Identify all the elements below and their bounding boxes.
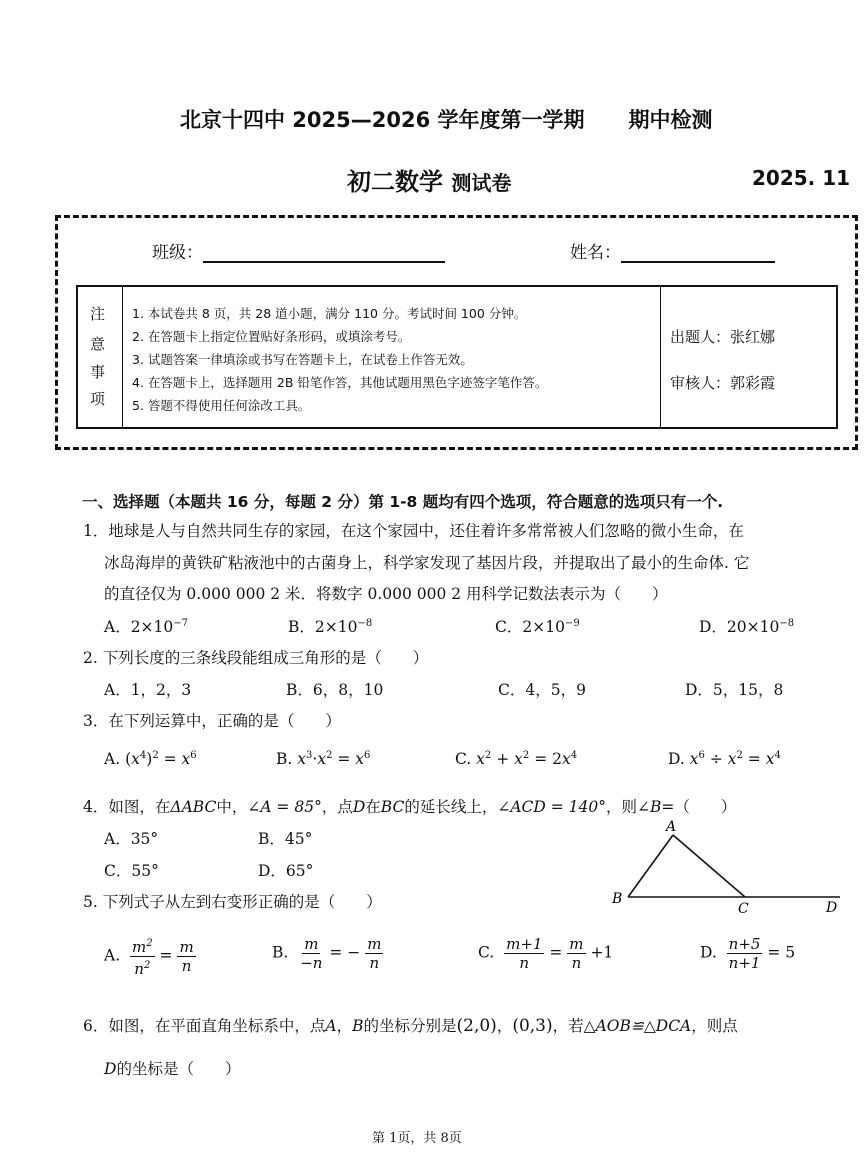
q4-angle-acd: ∠ACD = 140° [497, 798, 607, 816]
q6-text: ， [336, 1017, 353, 1035]
q3-option-a[interactable] [104, 750, 197, 768]
author: 出题人：张红娜 [670, 328, 776, 346]
q3-option-c[interactable] [455, 750, 577, 768]
q1-option-c[interactable] [495, 615, 580, 637]
notice-table [76, 285, 838, 429]
q4-text: ，点 [321, 798, 353, 816]
name-label: 姓名： [570, 243, 621, 263]
q6-text: 的坐标是（ ） [116, 1060, 241, 1078]
q1-option-b[interactable] [288, 615, 372, 637]
class-input-line[interactable] [203, 243, 445, 263]
subject-title [347, 162, 511, 197]
notice-char: 注 [90, 305, 106, 323]
option-exp: −8 [357, 617, 373, 629]
q6-line1: 6．如图，在平面直角坐标系中，点A，B的坐标分别是(2,0)，(0,3)，若△AOB≌△DCA，则点 [83, 1016, 738, 1036]
option-math: $x^6 \div x^2 = x^4$ [689, 750, 781, 769]
q4-stem [83, 795, 736, 817]
option-label: C. [455, 750, 472, 769]
q3-option-b[interactable] [276, 750, 370, 768]
q1-line1: 1．地球是人与自然共同生存的家园，在这个家园中，还住着许多常常被人们忽略的微小生命，在 [83, 522, 744, 540]
option-math: $x^3\cdot x^2 = x^6$ [297, 750, 371, 769]
fraction: $\frac{m}{-n}$ [300, 935, 323, 972]
notice-char: 意 [90, 335, 106, 353]
q4-text: 在 [365, 798, 381, 816]
option-text: D．20×10 [699, 618, 780, 636]
q5-option-c[interactable]: C. $\frac{m+1}{n}$ = $\frac{m}{n}$ +1 [478, 935, 614, 972]
title-exam: 期中检测 [628, 108, 713, 132]
q6-text: ，则点 [691, 1017, 738, 1035]
option-label: A. [104, 946, 121, 965]
q4-option-b[interactable]: B．45° [258, 830, 313, 848]
option-label: D. [700, 943, 717, 962]
reviewer: 审核人：郭彩霞 [670, 374, 776, 392]
q4-text: 的延长线上， [404, 798, 498, 816]
fraction: $\frac{m+1}{n}$ [506, 935, 543, 972]
q6-point-b: B [352, 1017, 364, 1035]
q6-coord-b: (0,3) [512, 1016, 553, 1036]
q4-option-a[interactable]: A．35° [104, 830, 159, 848]
section-heading: 一、选择题（本题共 16 分，每题 2 分）第 1-8 题均有四个选项，符合题意的选项只有一个. [82, 493, 724, 511]
q4-text: 中， [216, 798, 248, 816]
notice-rule: 1. 本试卷共 8 页，共 28 道小题，满分 110 分。考试时间 100 分钟。 [132, 306, 527, 321]
q5-option-b[interactable]: B. $\frac{m}{-n}$ = − $\frac{m}{n}$ [272, 935, 382, 972]
fraction: $\frac{m}{n}$ [367, 935, 382, 972]
q2-stem: 2. 下列长度的三条线段能组成三角形的是（ ） [83, 649, 429, 667]
class-field [152, 238, 445, 263]
q4-segment-bc: BC [380, 798, 405, 816]
title-school-term: 北京十四中 2025—2026 学年度第一学期 [180, 108, 585, 132]
side-ac [673, 835, 745, 897]
q6-text: 的坐标分别是 [363, 1017, 457, 1035]
q5-option-a[interactable]: A. $\frac{m^2}{n^2}$ = $\frac{m}{n}$ [104, 935, 196, 978]
q6-text: ，若 [552, 1017, 584, 1035]
fraction: $\frac{m^2}{n^2}$ [130, 935, 155, 978]
notice-divider [660, 287, 661, 427]
notice-rule: 4. 在答题卡上，选择题用 2B 铅笔作答，其他试题用黑色字迹签字笔作答。 [132, 375, 548, 390]
q4-text: 4．如图，在 [83, 798, 171, 816]
option-math: $x^2 + x^2 = 2x^4$ [476, 750, 578, 769]
q1-line2: 冰岛海岸的黄铁矿粘液池中的古菌身上，科学家发现了基因片段，并提取出了最小的生命体. 它 [104, 554, 750, 572]
label-d: D [826, 900, 838, 915]
q6-point-a: A [325, 1017, 337, 1035]
option-label: A. [104, 750, 121, 769]
name-input-line[interactable] [621, 243, 775, 263]
q6-text: 6．如图，在平面直角坐标系中，点 [83, 1017, 326, 1035]
q2-option-b[interactable]: B．6，8，10 [286, 681, 384, 699]
q6-line2 [104, 1057, 240, 1079]
fraction: $\frac{m}{n}$ [569, 935, 584, 972]
q2-option-d[interactable]: D．5，15，8 [685, 681, 784, 699]
q6-coord-a: (2,0) [456, 1016, 497, 1036]
option-math: $(x^4)^2 = x^6$ [125, 750, 197, 769]
q2-option-c[interactable]: C．4，5，9 [498, 681, 586, 699]
notice-label-cell [78, 287, 123, 427]
q4-point-d: D [352, 798, 366, 816]
option-exp: −9 [564, 617, 580, 629]
page-footer: 第 1页，共 8页 [372, 1131, 462, 1146]
q2-option-a[interactable]: A．1，2，3 [104, 681, 192, 699]
notice-char: 事 [90, 363, 106, 381]
option-label: C. [478, 943, 495, 962]
q4-text: ，则 [606, 798, 638, 816]
q5-option-d[interactable]: D. $\frac{n+5}{n+1}$ = 5 [700, 935, 796, 972]
option-exp: −8 [779, 617, 795, 629]
q4-triangle: ΔABC [170, 798, 217, 816]
q4-option-d[interactable]: D．65° [258, 862, 314, 880]
exam-title [180, 104, 713, 134]
option-text: B．2×10 [288, 618, 358, 636]
notice-char: 项 [90, 390, 106, 408]
q3-stem: 3．在下列运算中，正确的是（ ） [83, 712, 341, 730]
option-label: B. [276, 750, 293, 769]
q6-congruence: △AOB≌△DCA [583, 1017, 692, 1035]
subject-name: 初二数学 [347, 167, 443, 196]
q1-option-a[interactable] [104, 615, 188, 637]
q4-triangle-figure [608, 815, 853, 915]
notice-rule: 3. 试题答案一律填涂或书写在答题卡上，在试卷上作答无效。 [132, 352, 473, 367]
option-text: C．2×10 [495, 618, 565, 636]
label-b: B [612, 891, 623, 907]
q4-option-c[interactable]: C．55° [104, 862, 159, 880]
paper-type: 测试卷 [451, 171, 512, 195]
q1-option-d[interactable] [699, 615, 794, 637]
q4-angle-b: ∠B [637, 798, 662, 816]
fraction: $\frac{m}{n}$ [179, 938, 194, 975]
option-text: A．2×10 [104, 618, 174, 636]
class-label: 班级： [152, 243, 203, 263]
label-a: A [666, 819, 677, 835]
notice-rule: 5. 答题不得使用任何涂改工具。 [132, 398, 311, 413]
q6-point-d: D [104, 1060, 117, 1078]
exam-date: 2025. 11 [752, 166, 851, 190]
q4-text: =（ ） [661, 798, 737, 816]
q3-option-d[interactable] [668, 750, 781, 768]
fraction: $\frac{n+5}{n+1}$ [728, 935, 761, 972]
option-label: B. [272, 943, 289, 962]
q5-stem: 5. 下列式子从左到右变形正确的是（ ） [83, 893, 382, 911]
name-field [570, 238, 775, 263]
option-exp: −7 [173, 617, 189, 629]
option-label: D. [668, 750, 685, 769]
label-c: C [738, 901, 749, 915]
q4-angle-a: ∠A = 85° [247, 798, 322, 816]
q1-line3: 的直径仅为 0.000 000 2 米．将数字 0.000 000 2 用科学记数法表示为（ ） [104, 585, 668, 603]
notice-rule: 2. 在答题卡上指定位置贴好条形码，或填涂考号。 [132, 329, 411, 344]
side-ab [628, 835, 673, 897]
